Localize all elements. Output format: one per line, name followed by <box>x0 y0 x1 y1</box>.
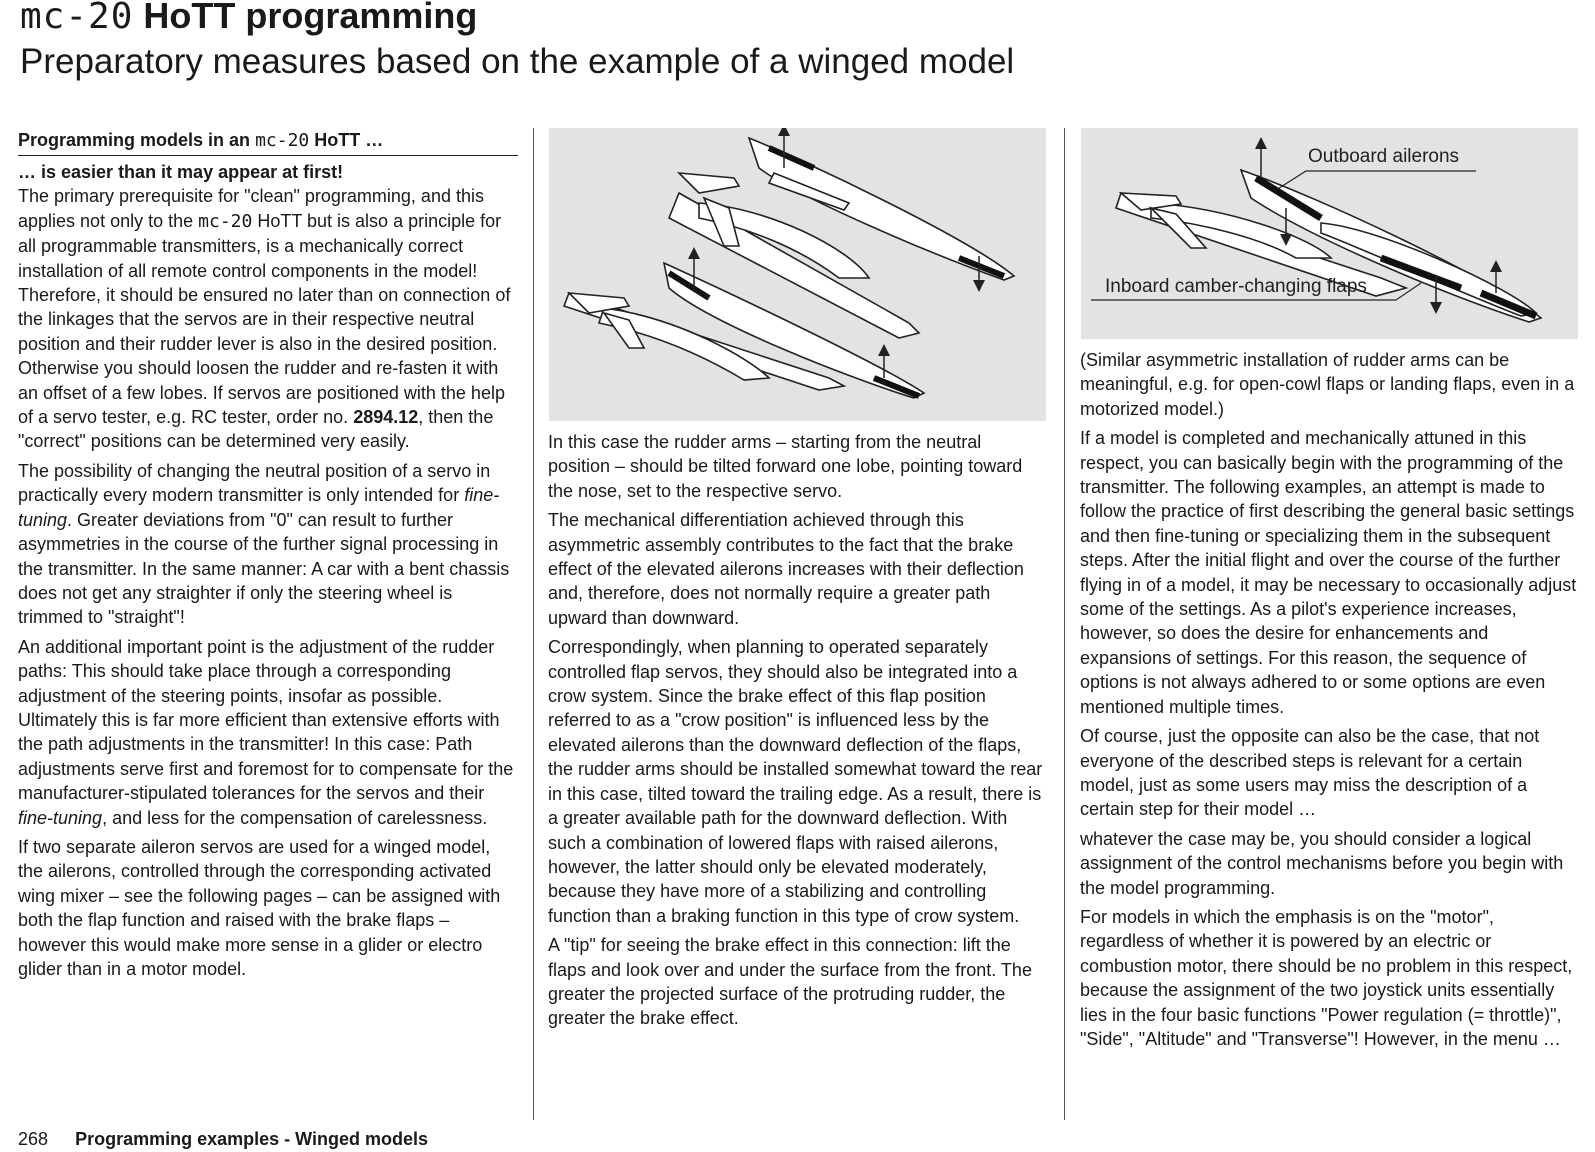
paragraph: Correspondingly, when planning to operated separately controlled flap servos, they should also be integrated into a crow system. Since the brake effect of this flap position referred to as a "crow position" is influenced less by the elevated ailerons than the downward deflection of the flaps, the rudder arms should be installed somewhat toward the rear in this case, tilted toward the trailing edge. As a result, there is a greater available path for the downward deflection. With such a combination of lowered flaps with raised ailerons, however, the latter should only be elevated moderately, because they have more of a stabilizing and controlling function than a braking function in this type of crow system. <box>548 637 1043 926</box>
paragraph: (Similar asymmetric installation of rudder arms can be meaningful, e.g. for open-cowl flaps or landing flaps, even in a motorized model.) <box>1080 350 1575 419</box>
glider-illustration-figure <box>549 128 1046 421</box>
column-left <box>18 128 518 986</box>
paragraph: For models in which the emphasis is on the "motor", regardless of whether it is powered by an electric or combustion motor, there should be no problem in this respect, because the assignment of the two joystick units essentially lies in the four basic functions "Power regulation (= throttle)", "Side", "Altitude" and "Transverse"! However, in the menu … <box>1080 906 1573 1049</box>
paragraph: The primary prerequisite for "clean" programming, and this applies not only to the mc-20 HoTT but is also a principle for all programmable transmitters, is a mechanically correct installation of all remote control components in the model! Therefore, it should be ensured no later than on connection of the linkages that the servos are in their respective neutral position and their rudder lever is also in the desired position. Otherwise you should loosen the rudder and re-fasten it with an offset of a few lobes. If servos are positioned with the help of a servo tester, e.g. RC tester, order no. 2894.12, then the "correct" positions can be determined very easily. <box>18 186 511 452</box>
paragraph: If a model is completed and mechanically attuned in this respect, you can basically begin with the programming of the transmitter. The following examples, an attempt is made to follow the practice of first describing the general basic settings and then fine-tuning or specializing them in the subsequent steps. After the initial flight and over the course of the further flying in of a model, it may be necessary to occasionally adjust some of the settings. As a pilot's experience increases, however, so does the desire for enhancements and expansions of settings. For this reason, the sequence of options is not always adhered to or some options are even mentioned multiple times. <box>1080 428 1577 717</box>
paragraph: If two separate aileron servos are used for a winged model, the ailerons, controlled through the corresponding activated wing mixer – see the following pages – can be assigned with both the flap function and raised with the brake flaps – however this would make more sense in a glider or electro glider than in a motor model. <box>18 836 501 979</box>
order-number: 2894.12 <box>353 407 419 428</box>
paragraph: The mechanical differentiation achieved through this asymmetric assembly contributes to the fact that the brake effect of the elevated ailerons increases with their deflection and, therefore, does not normally require a greater path upward than downward. <box>548 510 1024 628</box>
paragraph: whatever the case may be, you should consider a logical assignment of the control mechanisms before you begin with the model programming. <box>1080 828 1564 898</box>
brand-logo: mc-20 <box>255 130 310 151</box>
paragraph: In this case the rudder arms – starting from the neutral position – should be tilted forward one lobe, pointing toward the nose, set to the respective servo. <box>548 432 1023 501</box>
label-inboard-flaps: Inboard camber-changing flaps <box>1105 276 1367 297</box>
label-outboard-ailerons: Outboard ailerons <box>1308 146 1460 167</box>
page-number: 268 <box>18 1129 49 1149</box>
paragraph: The possibility of changing the neutral position of a servo in practically every modern transmitter is only intended for fine-tuning. Greater deviations from "0" can result to further asymmetries in the course of the further signal processing in the transmitter. In the same manner: A car with a bent chassis does not get any straighter if only the steering wheel is trimmed to "straight"! <box>18 460 510 628</box>
footer-section-title: Programming examples - Winged models <box>75 1129 428 1149</box>
paragraph: Of course, just the opposite can also be the case, that not everyone of the described steps is relevant for a certain model, just as some users may miss the description of a certain step for their model … <box>1080 726 1540 820</box>
page-title-text: HoTT programming <box>143 0 478 36</box>
page-title <box>20 0 477 37</box>
glider-drawing <box>549 128 1046 421</box>
column-divider <box>1064 128 1065 1120</box>
section-subheading: … is easier than it may appear at first! <box>18 162 344 182</box>
brand-logo: mc-20 <box>198 210 253 232</box>
page-subtitle: Preparatory measures based on the example of a winged model <box>20 42 1015 81</box>
paragraph: A "tip" for seeing the brake effect in this connection: lift the flaps and look over and under the surface from the front. The greater the projected surface of the protruding rudder, the greater the brake effect. <box>548 935 1032 1029</box>
column-divider <box>533 128 534 1120</box>
column-right <box>1080 348 1580 1056</box>
section-heading: Programming models in an mc-20 HoTT … <box>18 128 518 156</box>
page-footer <box>18 1128 428 1150</box>
flaps-illustration-figure <box>1081 128 1578 339</box>
paragraph: An additional important point is the adjustment of the rudder paths: This should take place through a corresponding adjustment of the steering points, insofar as possible. Ultimately this is far more efficient than extensive efforts with the path adjustments in the transmitter! In this case: Path adjustments serve first and foremost for to compensate for the manufacturer-stipulated tolerances for the servos and their fine-tuning, and less for the compensation of carelessness. <box>18 636 514 828</box>
column-middle <box>548 430 1046 1036</box>
glider-lower <box>564 263 924 398</box>
brand-logo: mc-20 <box>20 0 134 37</box>
